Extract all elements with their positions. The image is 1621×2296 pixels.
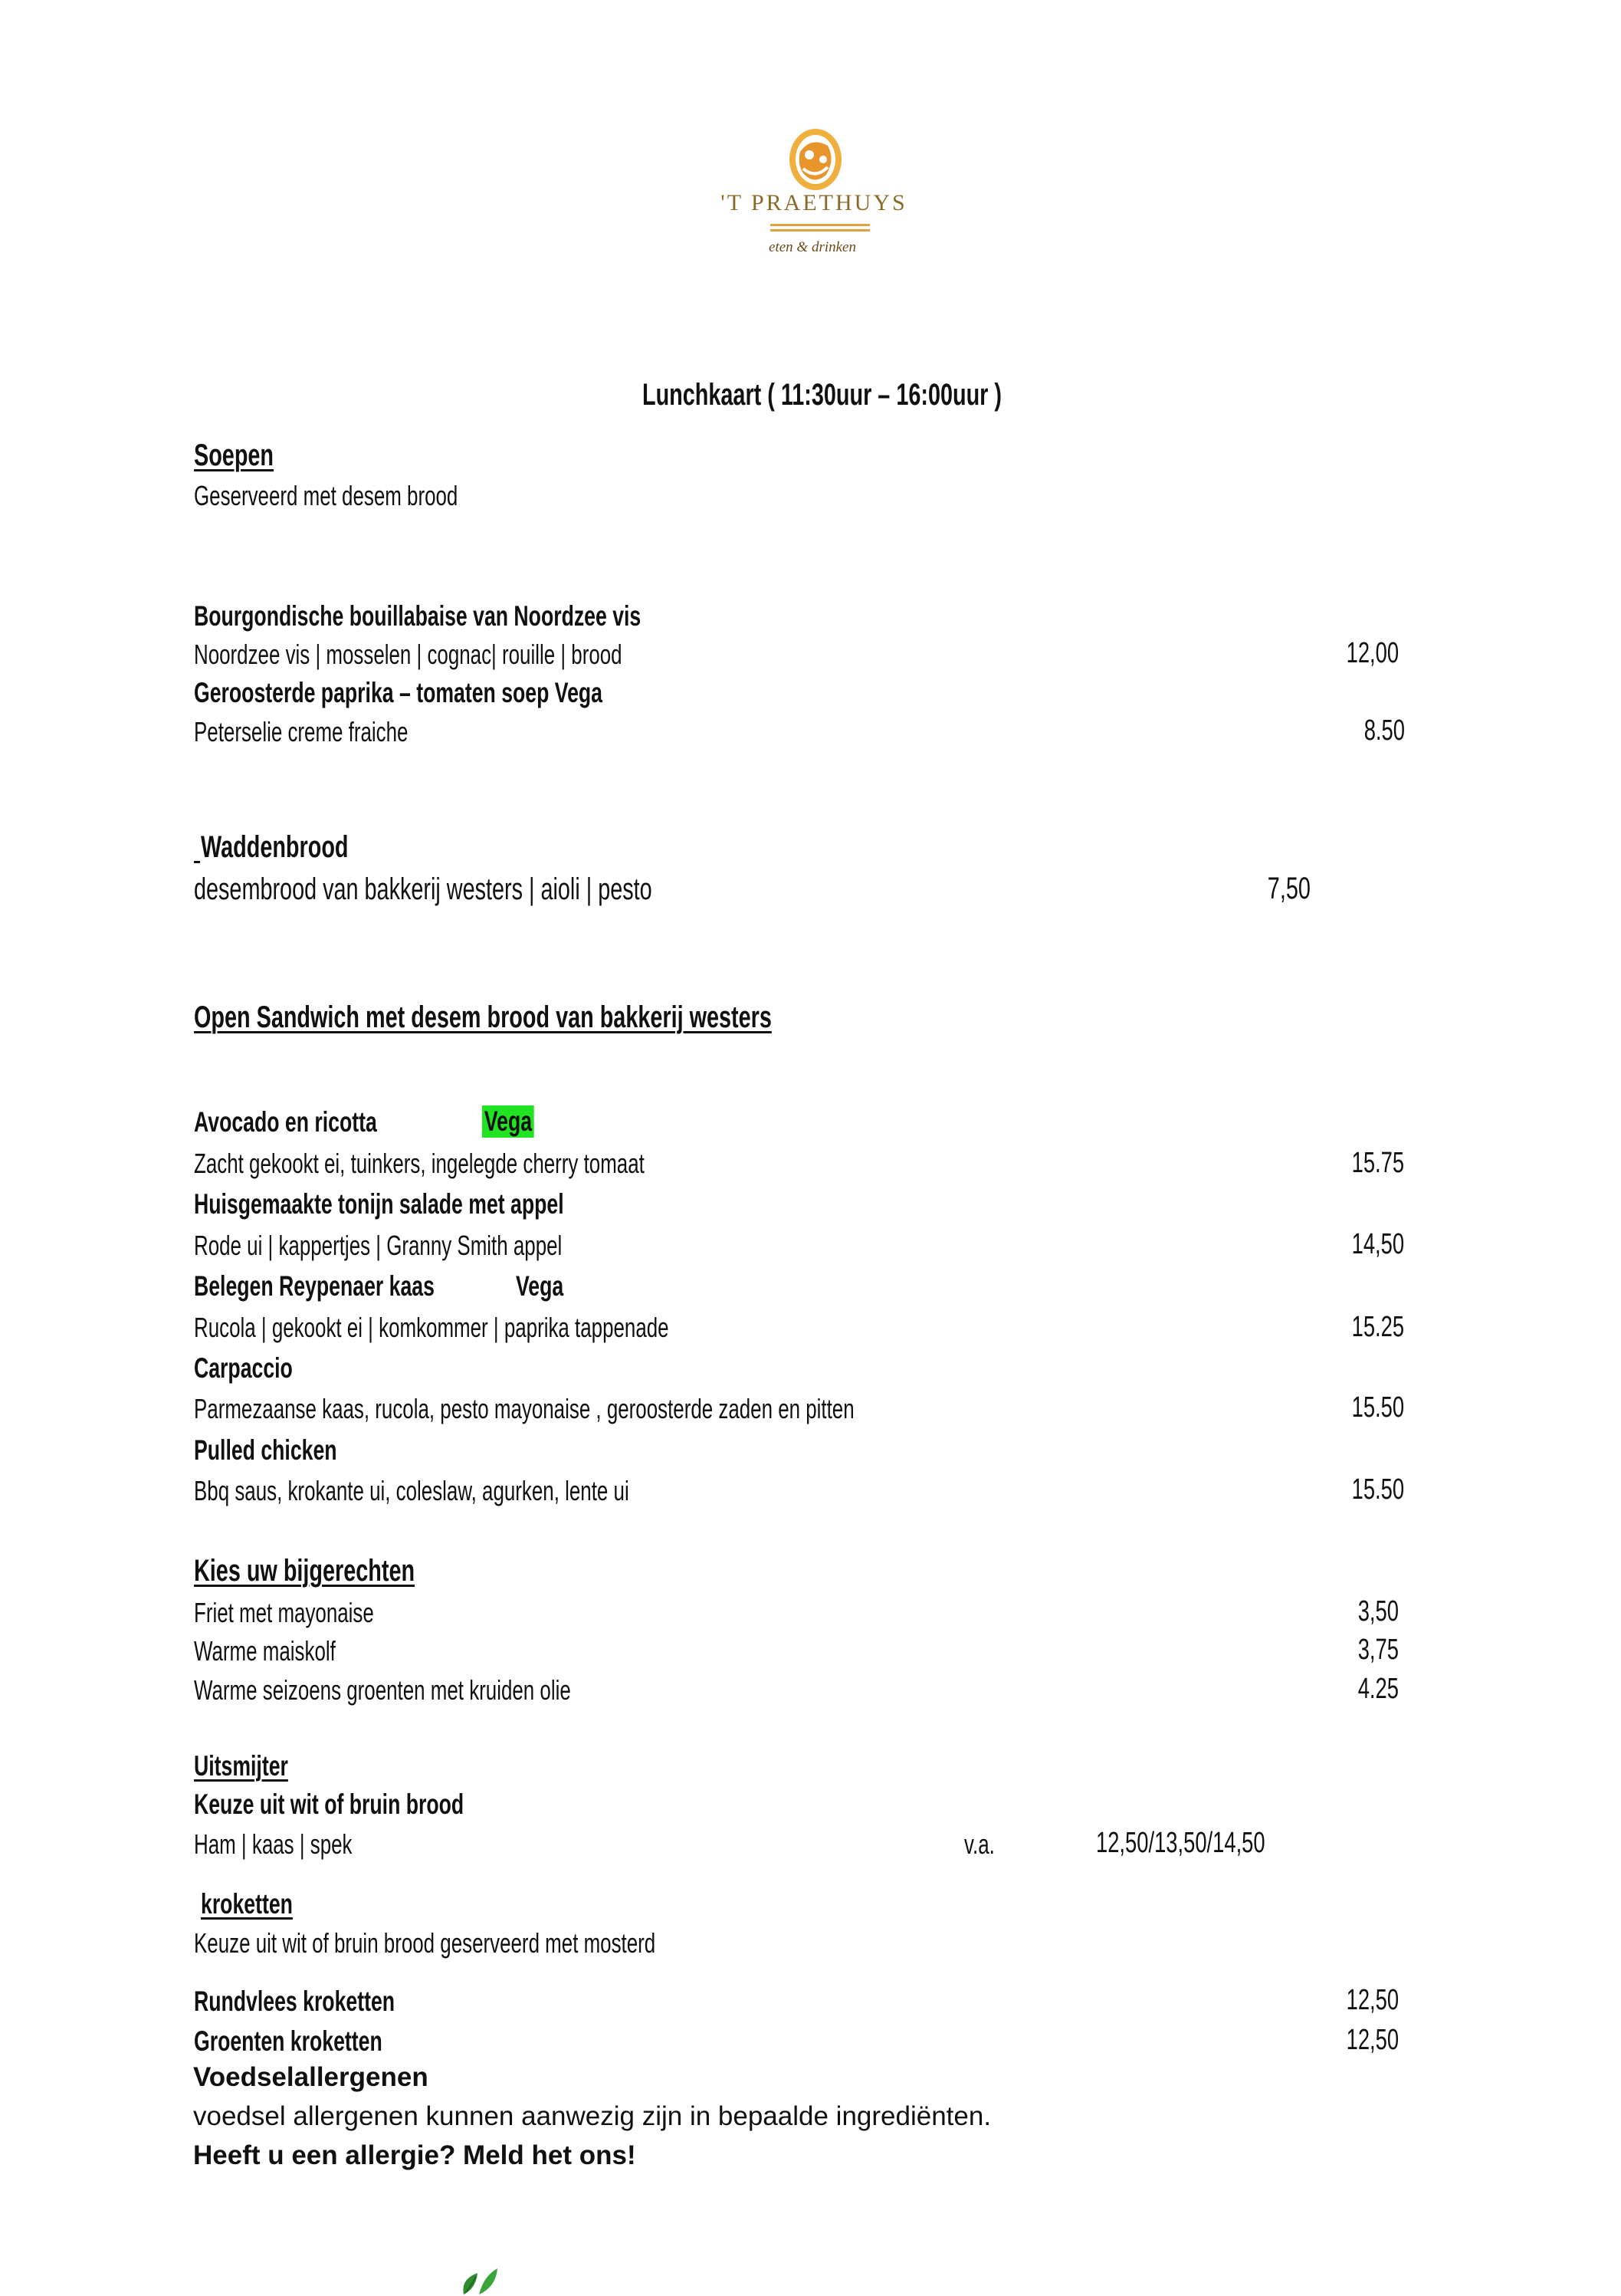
menu-item-description: Ham | kaas | spek — [194, 1828, 353, 1860]
allergens-heading: Voedselallergenen — [193, 2062, 428, 2092]
logo-divider — [770, 224, 870, 226]
vega-badge: Vega — [482, 1105, 534, 1138]
section-heading-bijgerechten: Kies uw bijgerechten — [194, 1554, 415, 1588]
side-dish-name: Warme seizoens groenten met kruiden olie — [194, 1674, 571, 1706]
page-title: Lunchkaart ( 11:30uur – 16:00uur ) — [642, 378, 1002, 412]
allergens-text: voedsel allergenen kunnen aanwezig zijn in bepaalde ingrediënten. — [193, 2101, 992, 2131]
menu-item-name: Pulled chicken — [194, 1434, 337, 1466]
section-heading-soepen: Soepen — [194, 439, 274, 472]
menu-item-name: Belegen Reypenaer kaas — [194, 1270, 435, 1302]
menu-item-name: Geroosterde paprika – tomaten soep Vega — [194, 677, 602, 708]
menu-item-description: Bbq saus, krokante ui, coleslaw, agurken, lente ui — [194, 1475, 629, 1506]
menu-item-description: Parmezaanse kaas, rucola, pesto mayonaise , geroosterde zaden en pitten — [194, 1393, 855, 1424]
price-prefix: v.a. — [964, 1828, 995, 1860]
menu-item-price: 12,00 — [1346, 637, 1399, 669]
menu-item-price: 12,50 — [1346, 2024, 1399, 2056]
menu-item-name: Carpaccio — [194, 1352, 293, 1384]
logo-tagline: eten & drinken — [769, 239, 856, 255]
menu-item-description: Peterselie creme fraiche — [194, 716, 409, 747]
side-dish-price: 4.25 — [1357, 1673, 1399, 1705]
menu-item-name: Avocado en ricotta — [194, 1106, 377, 1138]
section-subtitle: Keuze uit wit of bruin brood geserveerd met mosterd — [194, 1927, 656, 1959]
menu-item-price: 7,50 — [1267, 872, 1311, 905]
allergens-callout: Heeft u een allergie? Meld het ons! — [193, 2140, 636, 2170]
menu-item-price: 12,50 — [1346, 1984, 1399, 2016]
menu-item-name: Rundvlees kroketten — [194, 1986, 395, 2017]
menu-item-price: 15.50 — [1351, 1391, 1404, 1424]
menu-item-name: Groenten kroketten — [194, 2025, 382, 2057]
vega-label: Vega — [516, 1270, 564, 1302]
menu-item-name: Bourgondische bouillabaise van Noordzee vis — [194, 600, 642, 632]
side-dish-price: 3,75 — [1357, 1634, 1399, 1666]
menu-item-price: 8.50 — [1363, 714, 1405, 747]
section-heading-waddenbrood: Waddenbrood — [201, 830, 349, 864]
menu-item-description: Zacht gekookt ei, tuinkers, ingelegde cherry tomaat — [194, 1148, 645, 1179]
menu-item-price: 15.75 — [1351, 1147, 1404, 1179]
logo-divider — [770, 229, 870, 232]
section-subtitle: Keuze uit wit of bruin brood — [194, 1789, 464, 1820]
menu-item-price: 15.50 — [1351, 1473, 1404, 1506]
side-dish-name: Friet met mayonaise — [194, 1597, 374, 1628]
logo-emblem-icon — [780, 121, 851, 196]
menu-item-description: desembrood van bakkerij westers | aioli | pesto — [194, 872, 652, 906]
side-dish-price: 3,50 — [1357, 1595, 1399, 1628]
menu-item-price: 15.25 — [1351, 1311, 1404, 1343]
section-heading-uitsmijter: Uitsmijter — [194, 1750, 288, 1782]
heading-underscore — [194, 861, 200, 863]
menu-item-name: Huisgemaakte tonijn salade met appel — [194, 1188, 564, 1220]
vegetarian-leaf-icon — [456, 2265, 502, 2296]
menu-item-price: 12,50/13,50/14,50 — [1096, 1827, 1265, 1859]
logo-name: 'T PRAETHUYS — [720, 190, 907, 215]
menu-item-price: 14,50 — [1351, 1228, 1404, 1260]
section-heading-sandwich: Open Sandwich met desem brood van bakkerij westers — [194, 1000, 772, 1034]
menu-item-description: Rode ui | kappertjes | Granny Smith appel — [194, 1230, 563, 1261]
side-dish-name: Warme maiskolf — [194, 1635, 336, 1667]
section-heading-kroketten: kroketten — [201, 1888, 293, 1920]
menu-item-description: Noordzee vis | mosselen | cognac| rouille | brood — [194, 639, 622, 670]
menu-item-description: Rucola | gekookt ei | komkommer | paprika tappenade — [194, 1312, 669, 1343]
section-subtitle: Geserveerd met desem brood — [194, 480, 458, 511]
